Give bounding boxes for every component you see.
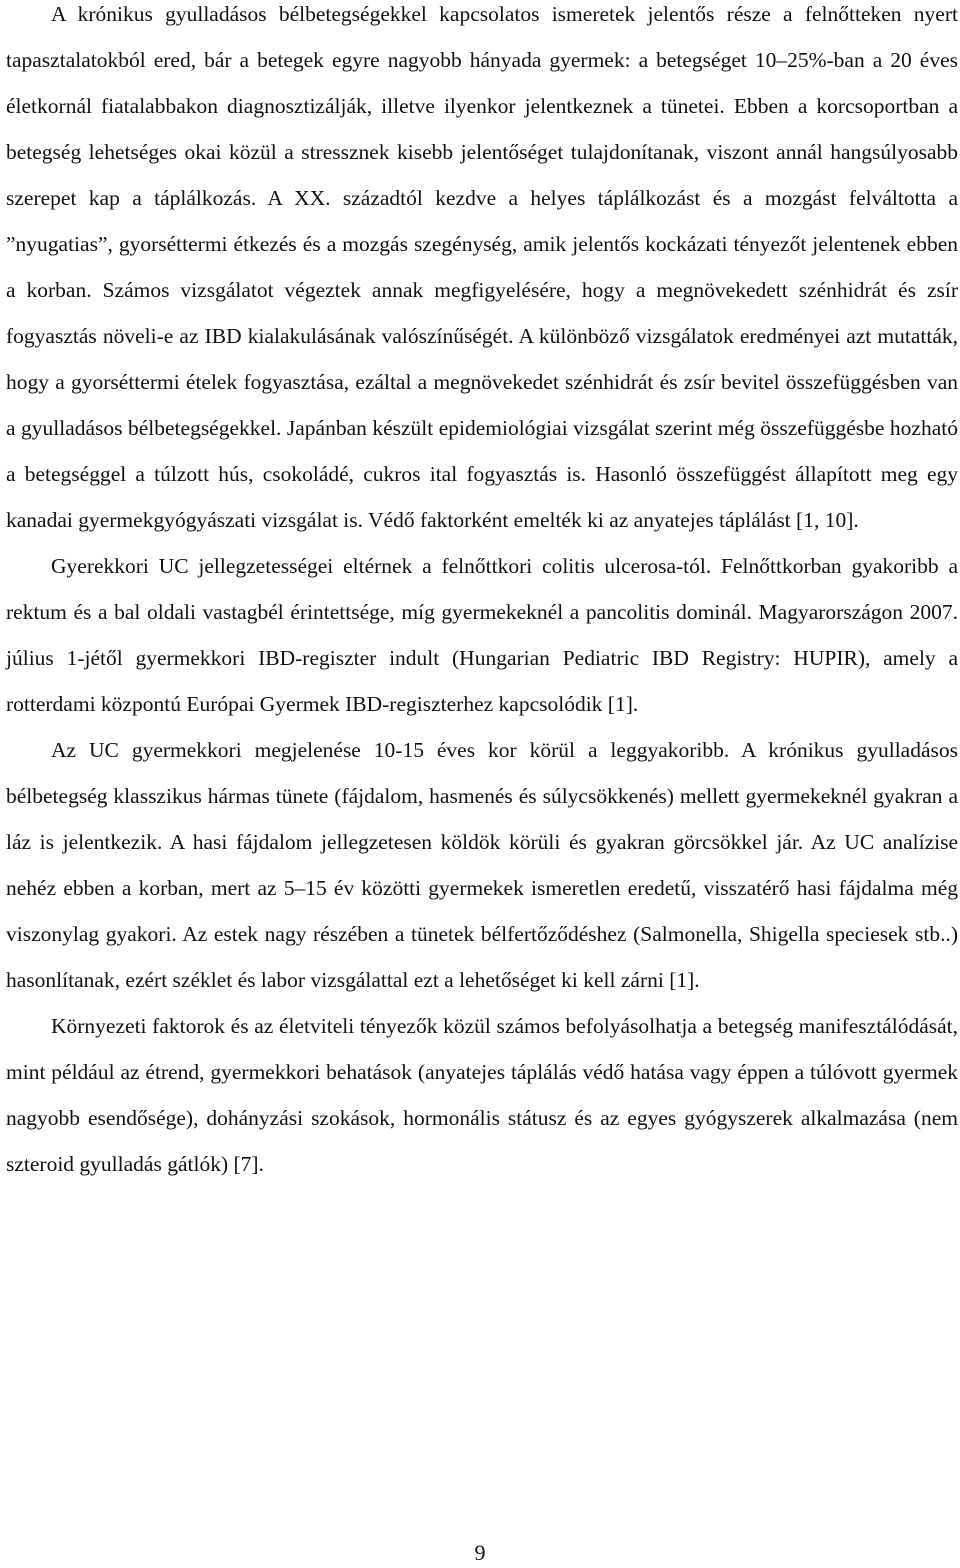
paragraph-pediatric-uc: Gyerekkori UC jellegzetességei eltérnek a felnőttkori colitis ulcerosa-tól. Felnőttkorban gyakoribb a rektum és a bal oldali vastagbél érintettsége, míg gyermekeknél a pancolitis dominál. Magyarországon 2007. július 1-jétől gyermekkori IBD-regiszter indult (Hungarian Pediatric IBD Registry: HUPIR), amely a rotterdami központú Európai Gyermek IBD-regiszterhez kapcsolódik [1]. (6, 554, 958, 716)
page-number: 9 (474, 1540, 486, 1565)
document-page (6, 0, 958, 1187)
paragraph-uc-symptoms: Az UC gyermekkori megjelenése 10-15 éves kor körül a leggyakoribb. A krónikus gyulladásos bélbetegség klasszikus hármas tünete (fájdalom, hasmenés és súlycsökkenés) mellett gyermekeknél gyakran a láz is jelentkezik. A hasi fájdalom jellegzetesen köldök körüli és gyakran görcsökkel jár. Az UC analízise nehéz ebben a korban, mert az 5–15 év közötti gyermekek ismeretlen eredetű, visszatérő hasi fájdalma még viszonylag gyakori. Az estek nagy részében a tünetek bélfertőződéshez (Salmonella, Shigella speciesek stb..) hasonlítanak, ezért széklet és labor vizsgálattal ezt a lehetőséget ki kell zárni [1]. (6, 738, 958, 992)
paragraph-environmental-factors: Környezeti faktorok és az életviteli tényezők közül számos befolyásolhatja a betegség manifesztálódását, mint például az étrend, gyermekkori behatások (anyatejes táplálás védő hatása vagy éppen a túlóvott gyermek nagyobb esendősége), dohányzási szokások, hormonális státusz és az egyes gyógyszerek alkalmazása (nem szteroid gyulladás gátlók) [7]. (6, 1014, 958, 1176)
paragraph-diet-risk: A krónikus gyulladásos bélbetegségekkel kapcsolatos ismeretek jelentős része a felnőtteken nyert tapasztalatokból ered, bár a betegek egyre nagyobb hányada gyermek: a betegséget 10–25%-ban a 20 éves életkornál fiatalabbakon diagnosztizálják, illetve ilyenkor jelentkeznek a tünetei. Ebben a korcsoportban a betegség lehetséges okai közül a stressznek kisebb jelentőséget tulajdonítanak, viszont annál hangsúlyosabb szerepet kap a táplálkozás. A XX. századtól kezdve a helyes táplálkozást és a mozgást felváltotta a ”nyugatias”, gyorséttermi étkezés és a mozgás szegénység, amik jelentős kockázati tényezőt jelentenek ebben a korban. Számos vizsgálatot végeztek annak megfigyelésére, hogy a megnövekedett szénhidrát és zsír fogyasztás növeli-e az IBD kialakulásának valószínűségét. A különböző vizsgálatok eredményei azt mutatták, hogy a gyorséttermi ételek fogyasztása, ezáltal a megnövekedet szénhidrát és zsír bevitel összefüggésben van a gyulladásos bélbetegségekkel. Japánban készült epidemiológiai vizsgálat szerint még összefüggésbe hozható a betegséggel a túlzott hús, csokoládé, cukros ital fogyasztás is. Hasonló összefüggést állapított meg egy kanadai gyermekgyógyászati vizsgálat is. Védő faktorként emelték ki az anyatejes táplálást [1, 10]. (6, 2, 958, 532)
